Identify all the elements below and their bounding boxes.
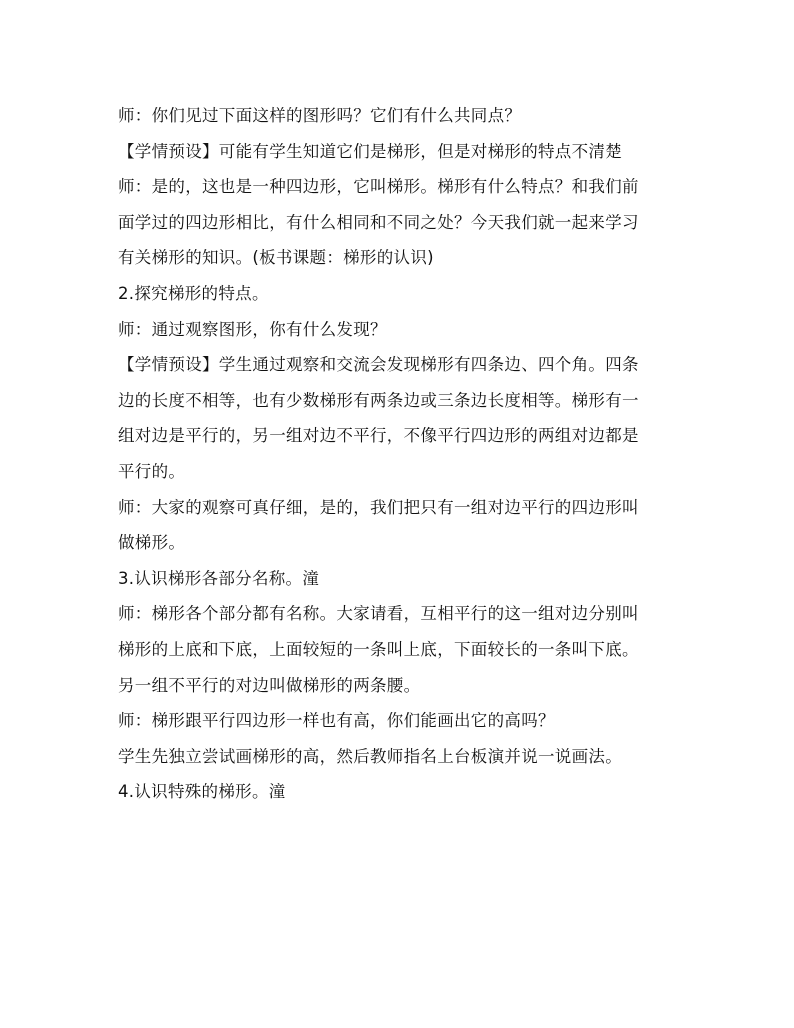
text-line: 【学情预设】学生通过观察和交流会发现梯形有四条边、四个角。四条 <box>118 355 639 375</box>
text-line: 边的长度不相等，也有少数梯形有两条边或三条边长度相等。梯形有一 <box>118 390 639 410</box>
text-line: 有关梯形的知识。(板书课题：梯形的认识) <box>118 248 434 268</box>
text-line: 师：梯形各个部分都有名称。大家请看，互相平行的这一组对边分别叫 <box>118 604 639 624</box>
section-heading: 3.认识梯形各部分名称。潼 <box>118 568 320 588</box>
text-line: 【学情预设】可能有学生知道它们是梯形，但是对梯形的特点不清楚 <box>118 141 622 161</box>
text-line: 面学过的四边形相比，有什么相同和不同之处？今天我们就一起来学习 <box>118 212 639 232</box>
text-line: 师：大家的观察可真仔细，是的，我们把只有一组对边平行的四边形叫 <box>118 497 639 517</box>
text-line: 师：梯形跟平行四边形一样也有高，你们能画出它的高吗？ <box>118 711 555 731</box>
section-heading: 2.探究梯形的特点。 <box>118 283 269 303</box>
section-heading: 4.认识特殊的梯形。潼 <box>118 782 286 802</box>
text-line: 学生先独立尝试画梯形的高，然后教师指名上台板演并说一说画法。 <box>118 746 622 766</box>
text-line: 师：你们见过下面这样的图形吗？它们有什么共同点？ <box>118 106 522 125</box>
text-line: 师：是的，这也是一种四边形，它叫梯形。梯形有什么特点？和我们前 <box>118 177 639 197</box>
text-line: 梯形的上底和下底，上面较短的一条叫上底，下面较长的一条叫下底。 <box>118 639 639 659</box>
text-line: 组对边是平行的，另一组对边不平行，不像平行四边形的两组对边都是 <box>118 426 639 446</box>
text-line: 师：通过观察图形，你有什么发现？ <box>118 319 387 339</box>
text-line: 做梯形。 <box>118 533 186 553</box>
text-line: 平行的。 <box>118 461 186 481</box>
document-page <box>118 98 688 810</box>
text-line: 另一组不平行的对边叫做梯形的两条腰。 <box>118 675 421 695</box>
